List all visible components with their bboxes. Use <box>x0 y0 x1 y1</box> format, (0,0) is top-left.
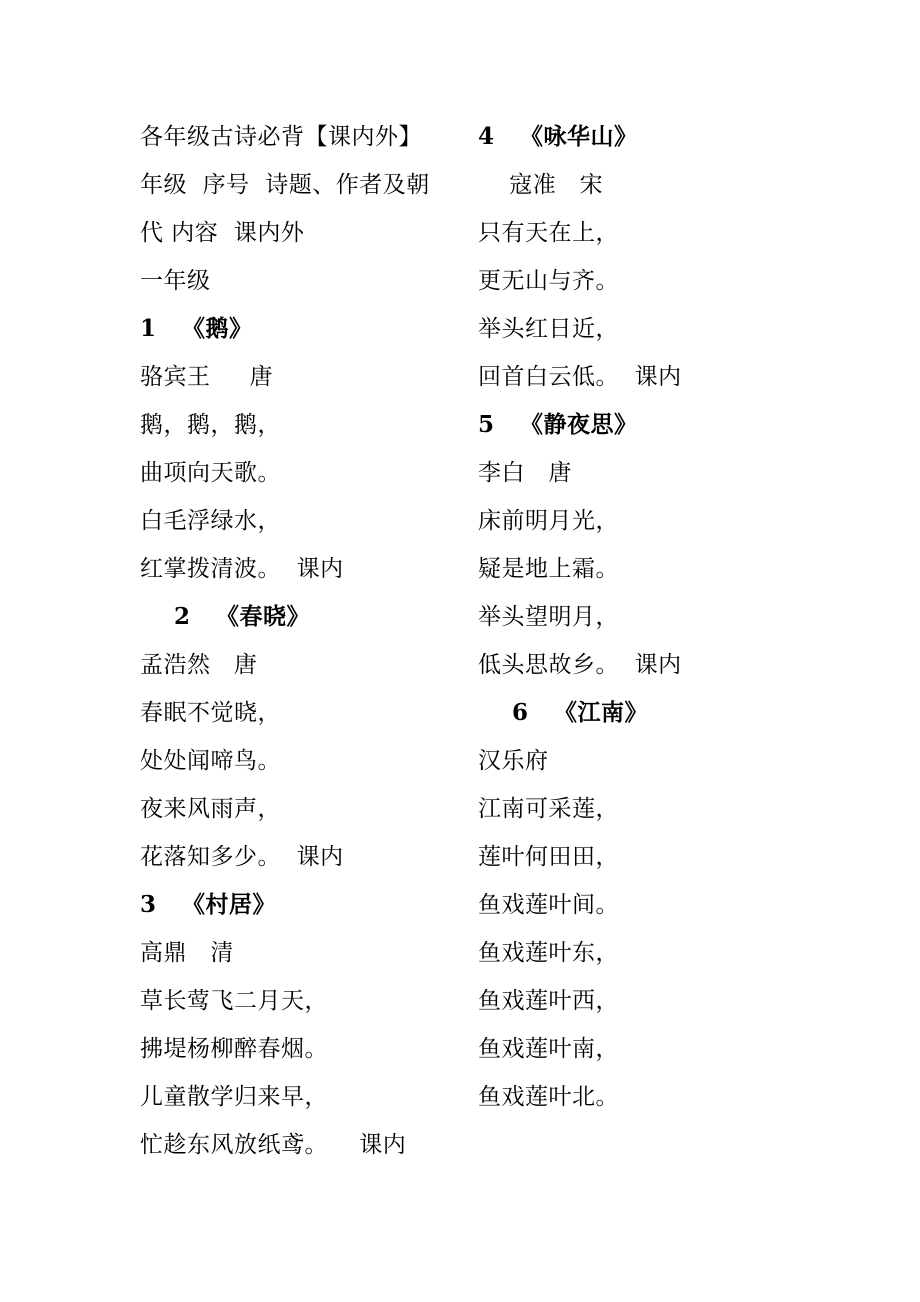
poem-line: 花落知多少。 课内 <box>140 844 344 870</box>
poem-line: 莲叶何田田， <box>478 844 619 870</box>
poem-line: 江南可采莲， <box>478 796 619 822</box>
poem-line: 床前明月光， <box>478 508 619 534</box>
poem-line: 白毛浮绿水， <box>140 508 281 534</box>
poem-author: 汉乐府 <box>478 748 549 774</box>
poem-line: 低头思故乡。 课内 <box>478 652 682 678</box>
poem-line: 举头望明月， <box>478 604 619 630</box>
poem-title: 3 《村居》 <box>140 891 277 918</box>
poem-author: 寇准 宋 <box>478 172 604 198</box>
poem-line: 鱼戏莲叶东， <box>478 940 619 966</box>
table-header-line: 代 内容 课内外 <box>140 220 305 246</box>
poem-line: 儿童散学归来早， <box>140 1084 328 1110</box>
poem-author: 骆宾王 唐 <box>140 364 274 390</box>
poem-line: 只有天在上， <box>478 220 619 246</box>
poem-line: 疑是地上霜。 <box>478 556 619 582</box>
table-header-line: 年级 序号 诗题、作者及朝 <box>140 172 430 198</box>
poem-line: 鱼戏莲叶北。 <box>478 1084 619 1110</box>
poem-line: 更无山与齐。 <box>478 268 619 294</box>
poem-line: 鹅，鹅，鹅， <box>140 412 281 438</box>
right-column <box>478 113 808 1121</box>
left-column <box>140 113 470 1169</box>
poem-line: 处处闻啼鸟。 <box>140 748 281 774</box>
heading-line: 各年级古诗必背【课内外】 <box>140 124 422 150</box>
poem-line: 红掌拨清波。 课内 <box>140 556 344 582</box>
poem-line: 草长莺飞二月天， <box>140 988 328 1014</box>
poem-line: 曲项向天歌。 <box>140 460 281 486</box>
poem-line: 鱼戏莲叶间。 <box>478 892 619 918</box>
poem-author: 高鼎 清 <box>140 940 234 966</box>
poem-title: 5 《静夜思》 <box>478 411 638 438</box>
poem-title: 6 《江南》 <box>478 699 649 726</box>
poem-title: 1 《鹅》 <box>140 315 253 342</box>
poem-line: 举头红日近， <box>478 316 619 342</box>
poem-line: 忙趁东风放纸鸢。 课内 <box>140 1132 407 1158</box>
poem-title: 4 《咏华山》 <box>478 123 638 150</box>
poem-line: 春眠不觉晓， <box>140 700 281 726</box>
poem-author: 孟浩然 唐 <box>140 652 258 678</box>
poem-line: 鱼戏莲叶西， <box>478 988 619 1014</box>
poem-line: 拂堤杨柳醉春烟。 <box>140 1036 328 1062</box>
poem-line: 回首白云低。 课内 <box>478 364 682 390</box>
poem-line: 夜来风雨声， <box>140 796 281 822</box>
poem-title: 2 《春晓》 <box>140 603 311 630</box>
grade-label: 一年级 <box>140 268 211 294</box>
poem-author: 李白 唐 <box>478 460 572 486</box>
poem-line: 鱼戏莲叶南， <box>478 1036 619 1062</box>
